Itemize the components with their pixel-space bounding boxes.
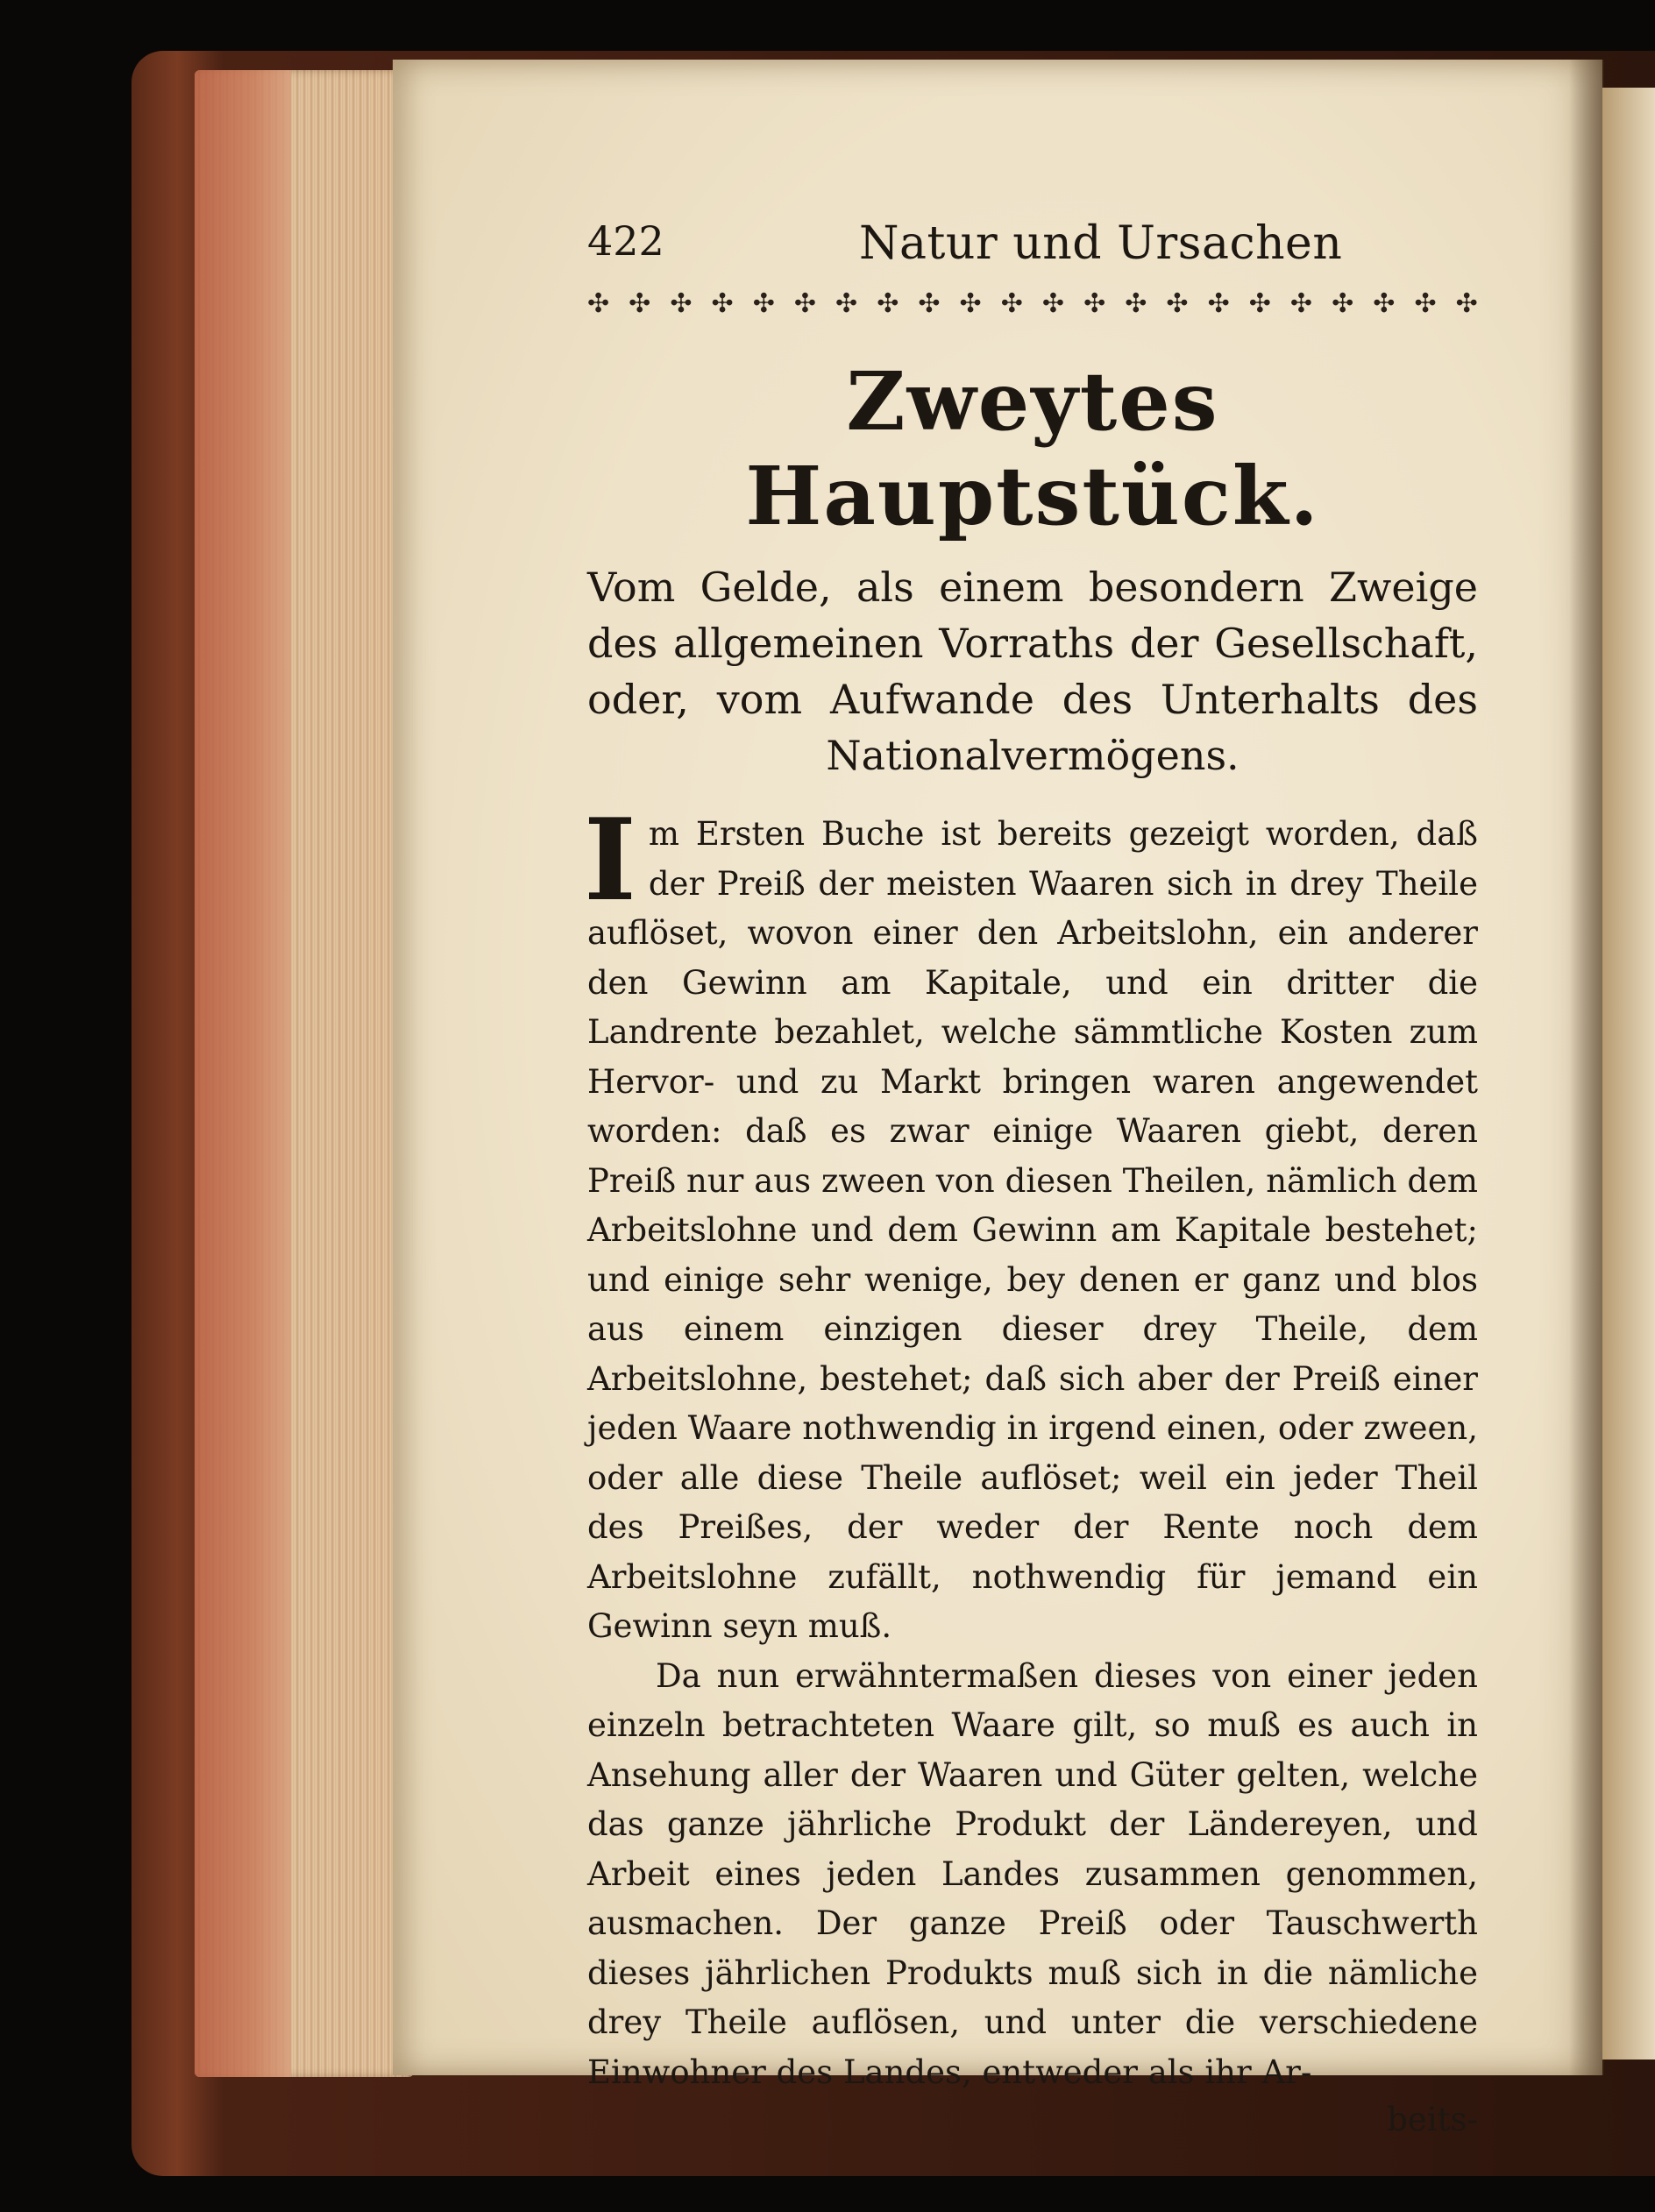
chapter-subtitle: Vom Gelde, als einem besondern Zweige des allgemeinen Vorraths der Gesellschaft, oder, vom Aufwande des Unterhalts des Nationalvermögens. <box>587 564 1478 779</box>
ornament-flower-icon: ✣ <box>1414 287 1437 319</box>
ornament-flower-icon: ✣ <box>835 287 858 319</box>
ornament-flower-icon: ✣ <box>1248 287 1271 319</box>
ornament-flower-icon: ✣ <box>1332 287 1354 319</box>
ornament-flower-icon: ✣ <box>629 287 651 319</box>
ornament-flower-icon: ✣ <box>918 287 941 319</box>
paragraph-1-text: m Ersten Buche ist bereits gezeigt worden, daß der Preiß der meisten Waaren sich in drey Theile auflöset, wovon einer den Arbeitslohn, ein anderer den Gewinn am Kapitale, und ein dritter die Landrente bezahlet, welche sämmtliche Kosten zum Hervor- und zu Markt bringen waren angewendet worden: daß es zwar einige Waaren giebt, deren Preiß nur aus zween von diesen Theilen, nämlich dem Arbeitslohne und dem Gewinn am Kapitale bestehet; und einige sehr wenige, bey denen er ganz und blos aus einem einzigen dieser drey Theile, dem Arbeitslohne, bestehet; daß sich aber der Preiß einer jeden Waare nothwendig in irgend einen, oder zween, oder alle diese Theile auflöset; weil ein jeder Theil des Preißes, der weder der Rente noch dem Arbeitslohne zufällt, nothwendig für jemand ein Gewinn seyn muß. <box>587 815 1478 1645</box>
ornament-flower-icon: ✣ <box>877 287 899 319</box>
paragraph-2: Da nun erwähntermaßen dieses von einer jeden einzeln betrachteten Waare gilt, so muß es auch in Ansehung aller der Waaren und Güter gelten, welche das ganze jährliche Produkt der Ländereyen, und Arbeit eines jeden Landes zusammen genommen, ausmachen. Der ganze Preiß oder Tauschwerth dieses jährlichen Produkts muß sich in die nämliche drey Theile auflösen, und unter die verschiedene Einwohner des Landes, entweder als ihr Ar- <box>587 1656 1478 2091</box>
catchword: beits- <box>1387 2101 1478 2138</box>
ornament-flower-icon: ✣ <box>670 287 693 319</box>
chapter-title: Zweytes Hauptstück. <box>745 354 1320 543</box>
paragraph-1 <box>584 795 1478 1652</box>
ornament-flower-icon: ✣ <box>1207 287 1230 319</box>
ornament-flower-icon: ✣ <box>1166 287 1189 319</box>
ornament-flower-icon: ✣ <box>1455 287 1478 319</box>
running-title: Natur und Ursachen <box>859 217 1343 270</box>
drop-cap: I <box>584 795 636 926</box>
page-number: 422 <box>587 217 664 265</box>
facing-page-edge <box>1602 88 1655 2060</box>
ornament-rule <box>587 286 1478 321</box>
page-gutter <box>1569 60 1604 2075</box>
page-text-block <box>584 210 1478 2138</box>
running-head <box>587 210 1478 280</box>
ornament-flower-icon: ✣ <box>959 287 982 319</box>
ornament-flower-icon: ✣ <box>711 287 734 319</box>
ornament-flower-icon: ✣ <box>1000 287 1023 319</box>
red-edge-stain <box>195 70 291 2077</box>
ornament-flower-icon: ✣ <box>752 287 775 319</box>
ornament-flower-icon: ✣ <box>1289 287 1313 319</box>
ornament-flower-icon: ✣ <box>1083 287 1106 319</box>
ornament-flower-icon: ✣ <box>587 287 610 319</box>
ornament-flower-icon: ✣ <box>793 287 816 319</box>
ornament-flower-icon: ✣ <box>1125 287 1147 319</box>
ornament-flower-icon: ✣ <box>1373 287 1396 319</box>
ornament-flower-icon: ✣ <box>1041 287 1065 319</box>
